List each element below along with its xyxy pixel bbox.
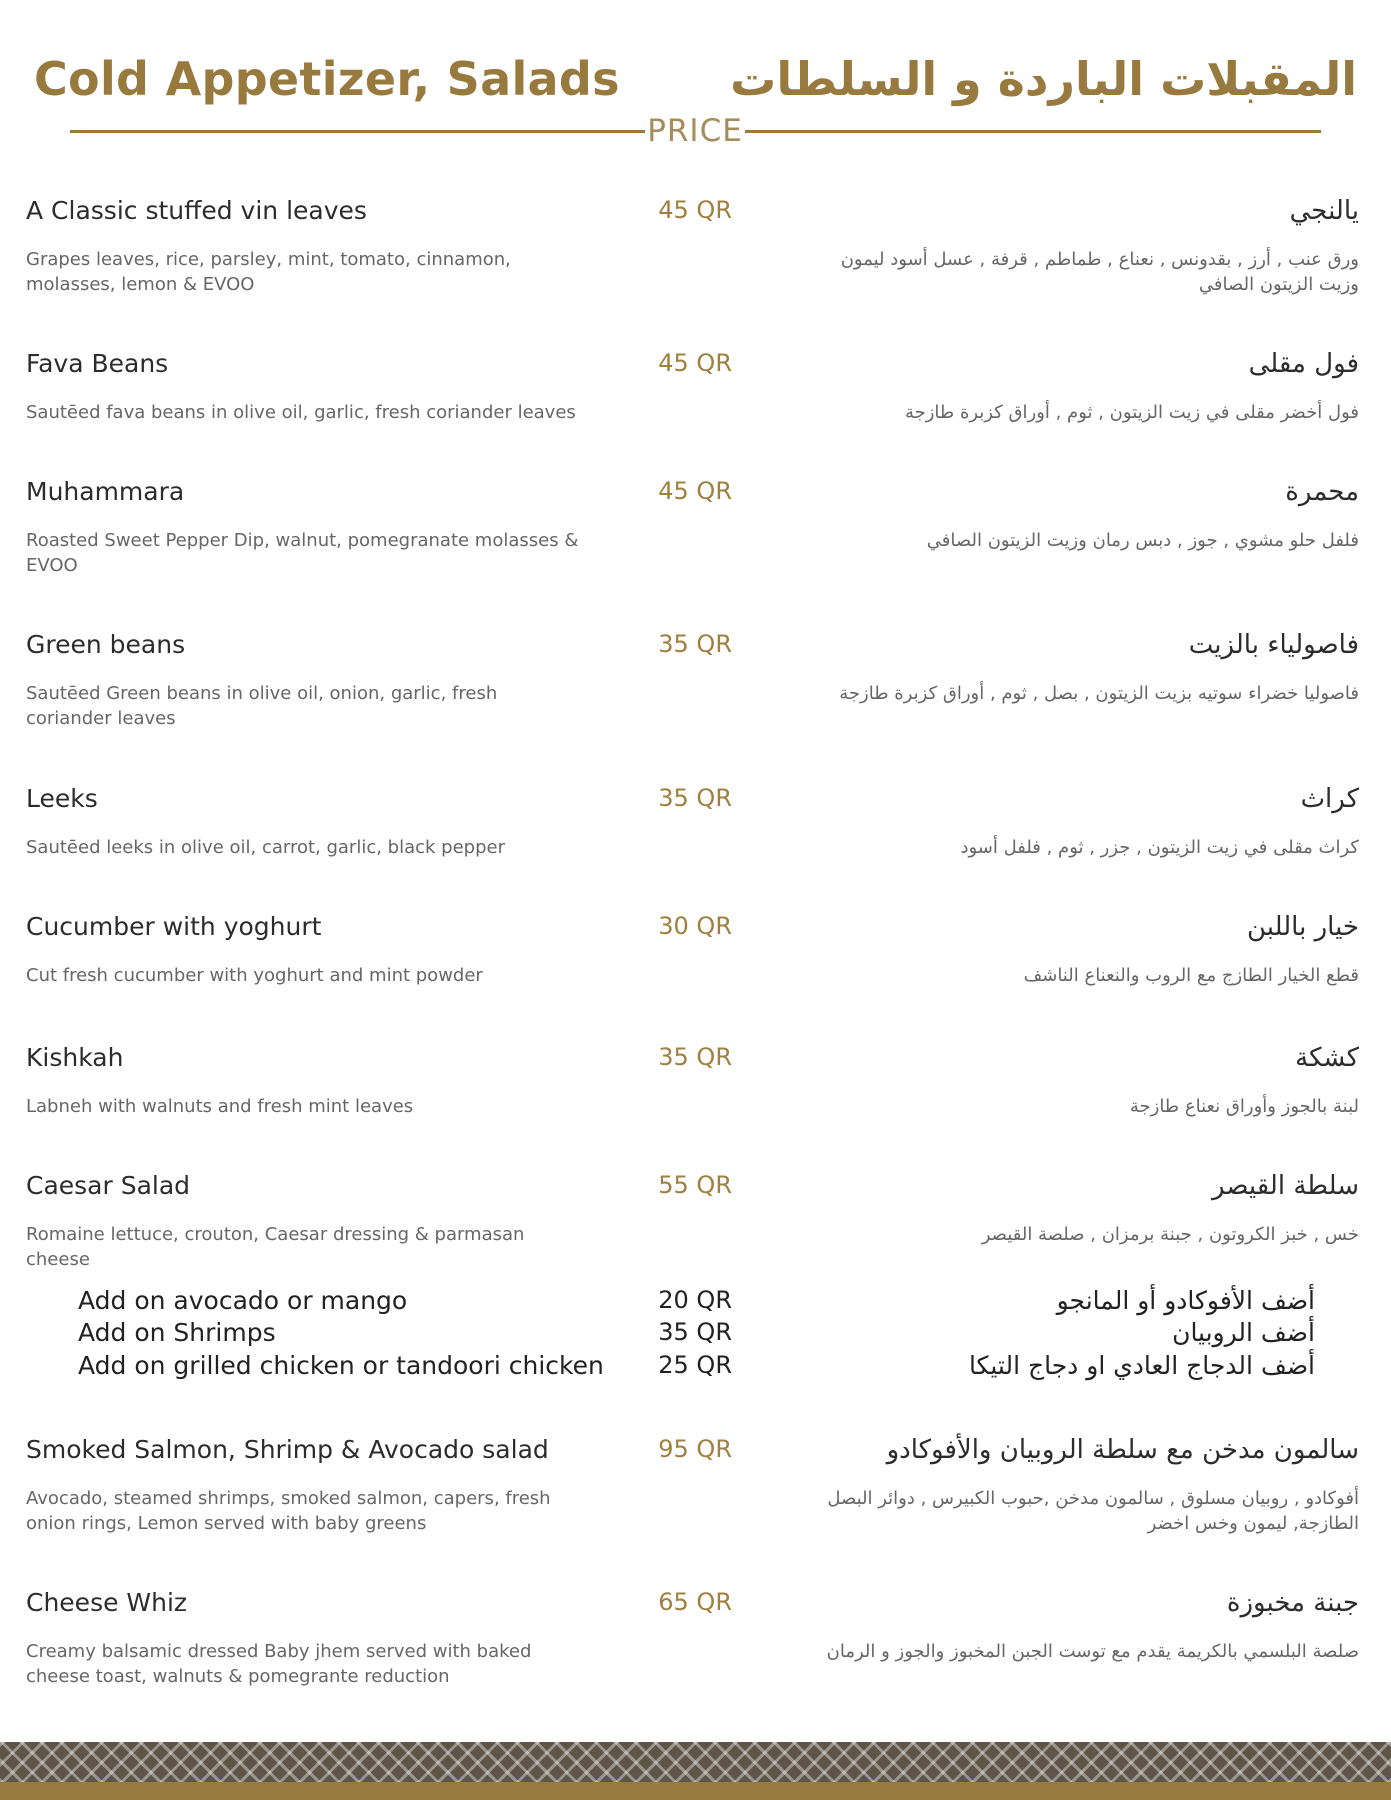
item-name-en: Smoked Salmon, Shrimp & Avocado salad	[26, 1435, 549, 1464]
item-description-en: Sautēed Green beans in olive oil, onion, garlic, fresh coriander leaves	[26, 683, 498, 729]
item-price: 45 QR	[658, 196, 732, 224]
item-name-en: Kishkah	[26, 1043, 124, 1072]
addon-shrimps	[0, 1318, 1391, 1350]
item-price: 55 QR	[658, 1171, 732, 1199]
addon-name-en: Add on Shrimps	[78, 1318, 276, 1347]
item-description-ar: ورق عنب , أرز , بقدونس , نعناع , طماطم , قرفة , عسل أسود ليمون وزيت الزيتون الصافي	[840, 249, 1359, 295]
item-description-ar: فاصوليا خضراء سوتيه بزيت الزيتون , بصل , ثوم , أوراق كزبرة طازجة	[839, 683, 1359, 704]
item-name-en: Green beans	[26, 630, 186, 659]
item-description-ar: صلصة البلسمي بالكريمة يقدم مع توست الجبن المخبوز والجوز و الرمان	[826, 1641, 1359, 1662]
item-description-en: Roasted Sweet Pepper Dip, walnut, pomegranate molasses & EVOO	[26, 530, 579, 576]
item-description-ar: خس , خبز الكروتون , جبنة برمزان , صلصة القيصر	[981, 1224, 1359, 1245]
item-description-en: Grapes leaves, rice, parsley, mint, tomato, cinnamon, molasses, lemon & EVOO	[26, 249, 511, 295]
item-price: 35 QR	[658, 1043, 732, 1071]
item-name-en: Leeks	[26, 784, 98, 813]
item-name-ar: فول مقلى	[1248, 349, 1359, 379]
addon-price: 20 QR	[658, 1286, 732, 1314]
price-divider-left	[70, 130, 645, 133]
item-name-ar: محمرة	[1285, 477, 1359, 507]
item-name-ar: سالمون مدخن مع سلطة الروبيان والأفوكادو	[886, 1435, 1359, 1465]
item-price: 45 QR	[658, 349, 732, 377]
addon-name-ar: أضف الدجاج العادي او دجاج التيكا	[968, 1351, 1315, 1380]
item-name-ar: كراث	[1300, 784, 1359, 814]
item-name-en: Fava Beans	[26, 349, 169, 378]
item-name-en: Muhammara	[26, 477, 185, 506]
item-name-en: Cheese Whiz	[26, 1588, 188, 1617]
addon-chicken	[0, 1351, 1391, 1383]
footer-gold-strip	[0, 1782, 1391, 1800]
item-description-en: Sautēed fava beans in olive oil, garlic, fresh coriander leaves	[26, 402, 576, 423]
item-description-ar: لبنة بالجوز وأوراق نعناع طازجة	[1129, 1096, 1359, 1117]
addon-name-en: Add on grilled chicken or tandoori chicken	[78, 1351, 604, 1380]
item-name-ar: فاصولياء بالزيت	[1188, 630, 1359, 660]
item-description-en: Cut fresh cucumber with yoghurt and mint powder	[26, 965, 483, 986]
addon-price: 35 QR	[658, 1318, 732, 1346]
item-name-ar: جبنة مخبوزة	[1226, 1588, 1359, 1618]
item-description-ar: فلفل حلو مشوي , جوز , دبس رمان وزيت الزيتون الصافي	[926, 530, 1359, 551]
item-description-ar: كراث مقلى في زيت الزيتون , جزر , ثوم , فلفل أسود	[960, 837, 1359, 858]
item-price: 45 QR	[658, 477, 732, 505]
item-description-ar: أفوكادو , روبيان مسلوق , سالمون مدخن ,حبوب الكبيرس , دوائر البصل الطازجة, ليمون وخس اخضر	[827, 1488, 1359, 1534]
item-name-ar: خيار باللبن	[1247, 912, 1359, 942]
item-price: 35 QR	[658, 630, 732, 658]
item-description-en: Creamy balsamic dressed Baby jhem served with baked cheese toast, walnuts & pomegrante reduction	[26, 1641, 532, 1687]
addon-name-ar: أضف الروبيان	[1172, 1318, 1315, 1347]
item-name-en: Caesar Salad	[26, 1171, 191, 1200]
item-description-en: Sautēed leeks in olive oil, carrot, garlic, black pepper	[26, 837, 505, 858]
item-price: 35 QR	[658, 784, 732, 812]
item-price: 95 QR	[658, 1435, 732, 1463]
addon-name-ar: أضف الأفوكادو أو المانجو	[1056, 1286, 1315, 1315]
item-price: 30 QR	[658, 912, 732, 940]
footer-pattern-band	[0, 1742, 1391, 1782]
item-name-en: A Classic stuffed vin leaves	[26, 196, 367, 225]
item-description-en: Romaine lettuce, crouton, Caesar dressing & parmasan cheese	[26, 1224, 525, 1270]
item-description-ar: فول أخضر مقلى في زيت الزيتون , ثوم , أوراق كزبرة طازجة	[904, 402, 1359, 423]
item-name-ar: كشكة	[1295, 1043, 1359, 1073]
addon-avocado-mango	[0, 1286, 1391, 1318]
item-name-ar: سلطة القيصر	[1212, 1171, 1359, 1201]
addon-price: 25 QR	[658, 1351, 732, 1379]
price-divider-right	[745, 130, 1321, 133]
price-column-label: PRICE	[647, 113, 743, 149]
page-title-english: Cold Appetizer, Salads	[34, 52, 620, 106]
item-name-en: Cucumber with yoghurt	[26, 912, 322, 941]
item-description-en: Avocado, steamed shrimps, smoked salmon, capers, fresh onion rings, Lemon served with baby greens	[26, 1488, 551, 1534]
page-title-arabic: المقبلات الباردة و السلطات	[730, 52, 1357, 106]
item-description-ar: قطع الخيار الطازج مع الروب والنعناع الناشف	[1023, 965, 1359, 986]
item-price: 65 QR	[658, 1588, 732, 1616]
item-description-en: Labneh with walnuts and fresh mint leaves	[26, 1096, 414, 1117]
item-name-ar: يالنجي	[1289, 196, 1359, 226]
addon-name-en: Add on avocado or mango	[78, 1286, 408, 1315]
